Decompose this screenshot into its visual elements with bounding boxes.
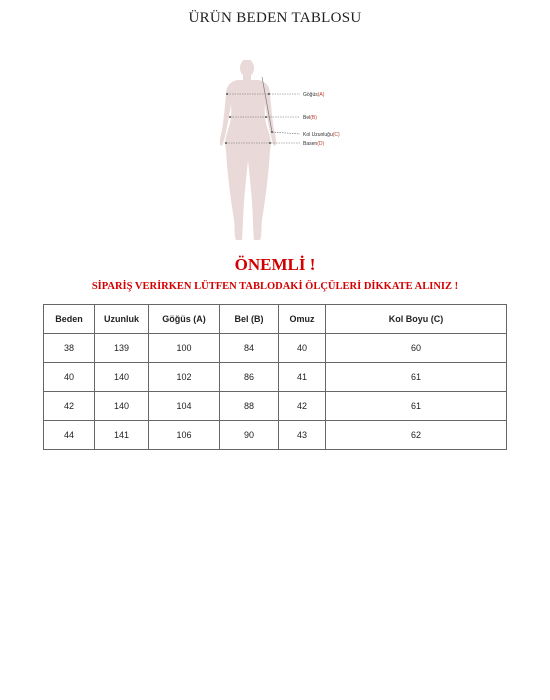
chest-point-right: [268, 93, 270, 95]
cell-shoulder: 41: [279, 363, 326, 392]
col-header-shoulder: Omuz: [279, 305, 326, 334]
sleeve-label: Kol Uzunluğu(C): [303, 132, 340, 138]
col-header-length: Uzunluk: [95, 305, 149, 334]
hip-point-right: [269, 142, 271, 144]
col-header-sleeve: Kol Boyu (C): [326, 305, 507, 334]
cell-length: 141: [95, 421, 149, 450]
cell-size: 44: [44, 421, 95, 450]
waist-point-right: [265, 116, 267, 118]
chest-point-left: [226, 93, 228, 95]
silhouette-body: [220, 80, 276, 240]
hip-label: Basen(D): [303, 141, 325, 147]
cell-shoulder: 42: [279, 392, 326, 421]
cell-length: 140: [95, 363, 149, 392]
order-notice: SİPARİŞ VERİRKEN LÜTFEN TABLODAKİ ÖLÇÜLERİ DİKKATE ALINIZ !: [91, 281, 459, 292]
page-title: ÜRÜN BEDEN TABLOSU: [188, 10, 362, 26]
table-row: [44, 392, 507, 421]
cell-waist: 90: [220, 421, 279, 450]
size-table: [43, 304, 507, 450]
cell-waist: 86: [220, 363, 279, 392]
cell-shoulder: 43: [279, 421, 326, 450]
cell-sleeve: 62: [326, 421, 507, 450]
sleeve-measure-line: [272, 132, 300, 134]
cell-chest: 102: [149, 363, 220, 392]
cell-size: 40: [44, 363, 95, 392]
waist-point-left: [229, 116, 231, 118]
col-header-chest: Göğüs (A): [149, 305, 220, 334]
cell-length: 139: [95, 334, 149, 363]
col-header-waist: Bel (B): [220, 305, 279, 334]
waist-label: Bel(B): [303, 115, 317, 121]
cell-shoulder: 40: [279, 334, 326, 363]
cell-chest: 100: [149, 334, 220, 363]
chest-label: Göğüs(A): [303, 92, 325, 98]
cell-chest: 104: [149, 392, 220, 421]
sleeve-point: [271, 131, 273, 133]
cell-waist: 84: [220, 334, 279, 363]
cell-sleeve: 60: [326, 334, 507, 363]
col-header-size: Beden: [44, 305, 95, 334]
cell-size: 38: [44, 334, 95, 363]
table-row: [44, 334, 507, 363]
body-silhouette-illustration: [150, 60, 400, 250]
cell-size: 42: [44, 392, 95, 421]
cell-waist: 88: [220, 392, 279, 421]
hip-point-left: [225, 142, 227, 144]
body-measurement-figure: [150, 60, 400, 250]
cell-sleeve: 61: [326, 363, 507, 392]
cell-sleeve: 61: [326, 392, 507, 421]
table-header-row: [44, 305, 507, 334]
important-heading: ÖNEMLİ !: [234, 255, 316, 274]
silhouette-head: [240, 60, 254, 77]
table-row: [44, 421, 507, 450]
cell-chest: 106: [149, 421, 220, 450]
table-row: [44, 363, 507, 392]
cell-length: 140: [95, 392, 149, 421]
